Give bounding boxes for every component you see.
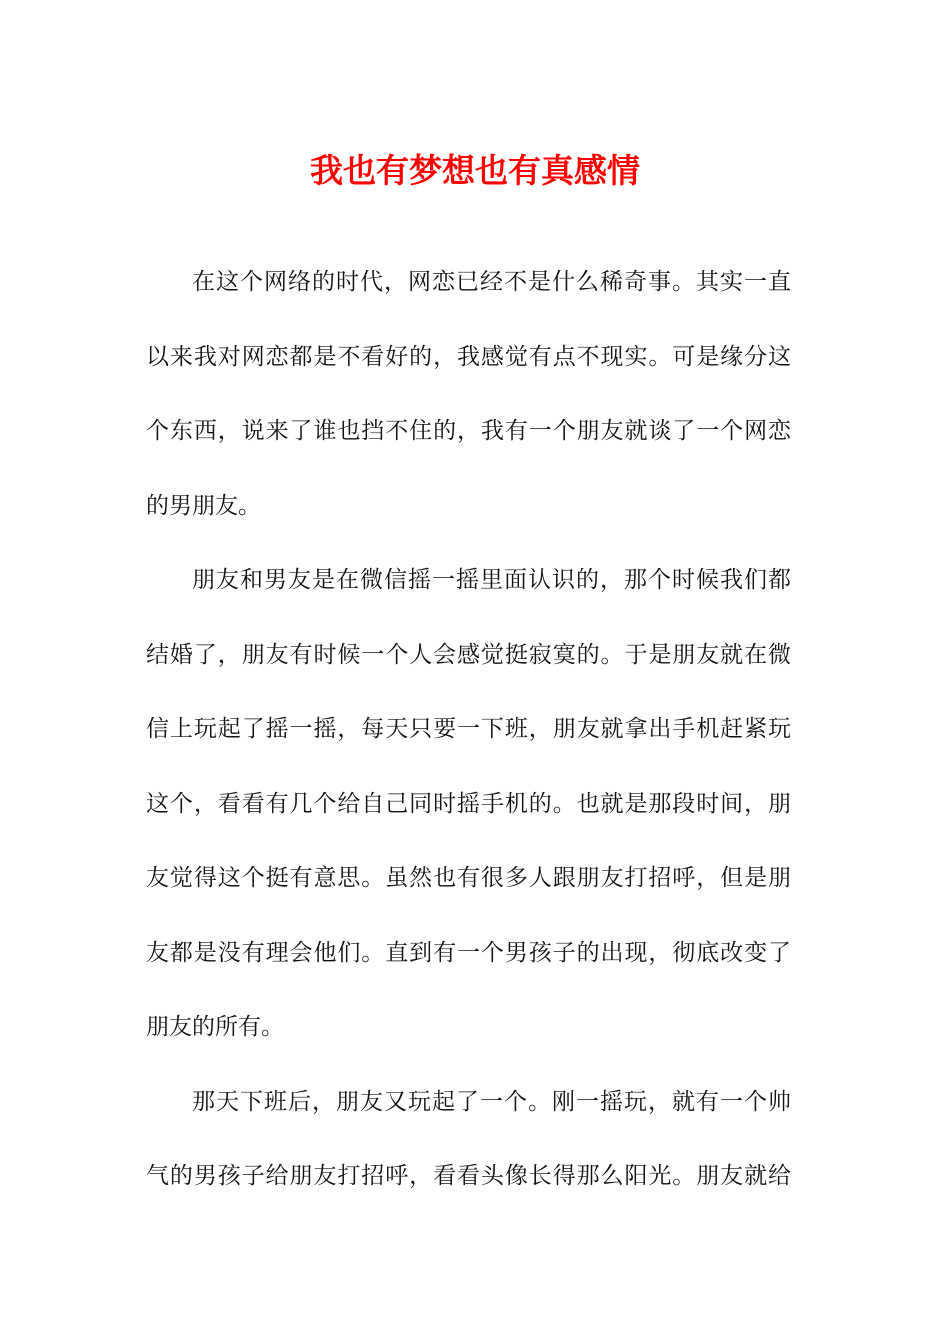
text-line: 友都是没有理会他们。直到有一个男孩子的出现，彻底改变了 [146, 939, 791, 966]
text-line: 在这个网络的时代，网恋已经不是什么稀奇事。其实一直 [192, 269, 791, 295]
text-line: 那天下班后，朋友又玩起了一个。刚一摇玩，就有一个帅 [192, 1088, 791, 1115]
text-line: 信上玩起了摇一摇，每天只要一下班，朋友就拿出手机赶紧玩 [146, 716, 791, 742]
text-line: 的男朋友。 [146, 492, 261, 519]
paragraph-3 [146, 1083, 791, 1232]
text-line: 个东西，说来了谁也挡不住的，我有一个朋友就谈了一个网恋 [146, 418, 791, 444]
document-body [146, 263, 791, 1232]
text-line: 气的男孩子给朋友打招呼，看看头像长得那么阳光。朋友就给 [146, 1163, 791, 1189]
document-title: 我也有梦想也有真感情 [310, 151, 640, 190]
paragraph-2 [146, 561, 791, 1083]
text-line: 这个，看看有几个给自己同时摇手机的。也就是那段时间，朋 [146, 790, 791, 817]
paragraph-1 [146, 263, 791, 561]
text-line: 朋友的所有。 [146, 1014, 284, 1040]
text-line: 朋友和男友是在微信摇一摇里面认识的，那个时候我们都 [192, 567, 791, 593]
text-line: 以来我对网恋都是不看好的，我感觉有点不现实。可是缘分这 [146, 343, 791, 370]
text-line: 友觉得这个挺有意思。虽然也有很多人跟朋友打招呼，但是朋 [146, 865, 791, 891]
text-line: 结婚了，朋友有时候一个人会感觉挺寂寞的。于是朋友就在微 [146, 641, 791, 668]
